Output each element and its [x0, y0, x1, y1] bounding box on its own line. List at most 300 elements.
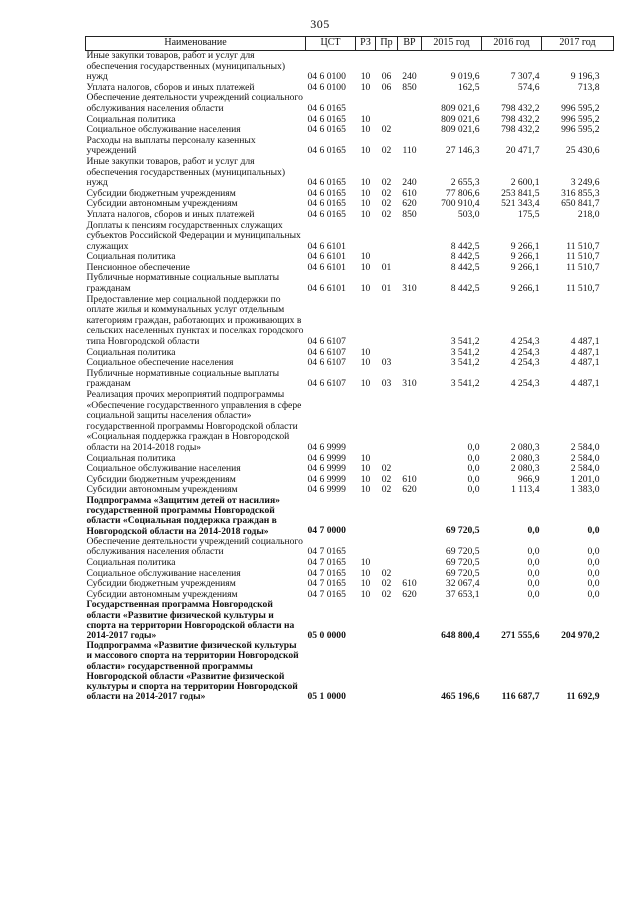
cell-2015: 0,0: [467, 463, 480, 475]
cell-rz: 10: [360, 588, 371, 600]
cell-rz: [356, 600, 376, 641]
cell-spacer: [602, 464, 614, 475]
cell-2016: 0,0: [527, 588, 540, 600]
cell-pr: [376, 537, 398, 558]
cell-vr: [398, 348, 422, 359]
cell-2016: 9 266,1: [510, 240, 540, 252]
cell-name: Подпрограмма «Защитим детей от насилия» государственной программы Новгородской области «Социальная поддержка граждан в Новгородской области на 2014-2018 годы»: [86, 494, 280, 537]
cell-name: Расходы на выплаты персоналу казенных учреждений: [86, 134, 256, 157]
cell-cst: 04 6 6101: [307, 261, 346, 273]
cell-vr: [398, 454, 422, 465]
cell-rz: 10: [360, 261, 371, 273]
cell-2016: 2 600,1: [510, 177, 540, 189]
cell-vr: 610: [402, 473, 417, 485]
cell-name: Предоставление мер социальной поддержки по оплате жилья и коммунальных услуг отдельным категориям граждан, работающих и проживающих в сельских населенных пунктах и поселках городского типа Новгородской области: [86, 293, 304, 348]
cell-2016: 7 307,4: [510, 71, 540, 83]
cell-name: Подпрограмма «Развитие физической культуры и массового спорта на территории Новгородской области» государственной программы Новгородской области «Развитие физической культуры и спорта на территории Новгородской области на 2014-2017 годы»: [86, 640, 299, 703]
cell-spacer: [602, 600, 614, 641]
table-row: [86, 496, 614, 537]
cell-2015: 0,0: [467, 441, 480, 453]
cell-pr: 02: [381, 124, 392, 136]
cell-2015: 69 720,5: [445, 546, 480, 558]
cell-2016: 798 432,2: [501, 102, 540, 114]
cell-name: Социальная политика: [86, 452, 176, 464]
cell-2017: 0,0: [587, 567, 600, 579]
cell-2017: 0,0: [587, 525, 600, 537]
cell-vr: 620: [402, 484, 417, 496]
cell-cst: 04 7 0165: [307, 546, 346, 558]
cell-cst: 04 6 0165: [307, 177, 346, 189]
cell-vr: 610: [402, 187, 417, 199]
cell-2016: 0,0: [527, 567, 540, 579]
cell-name: Социальное обслуживание населения: [86, 463, 241, 475]
cell-vr: 310: [402, 283, 417, 295]
cell-cst: 04 7 0165: [307, 578, 346, 590]
cell-vr: [398, 600, 422, 641]
cell-2017: 650 841,7: [561, 198, 600, 210]
cell-vr: [398, 93, 422, 114]
cell-2017: 0,0: [587, 546, 600, 558]
table-row: [86, 537, 614, 558]
cell-pr: [376, 295, 398, 348]
cell-2016: 798 432,2: [501, 124, 540, 136]
cell-pr: 06: [381, 71, 392, 83]
cell-rz: 10: [360, 124, 371, 136]
table-row: [86, 136, 614, 157]
cell-cst: 04 6 9999: [307, 452, 346, 464]
cell-vr: 110: [402, 145, 417, 157]
cell-2017: 2 584,0: [570, 463, 600, 475]
cell-2016: 0,0: [527, 546, 540, 558]
cell-pr: 01: [381, 283, 392, 295]
cell-2015: 8 442,5: [450, 283, 480, 295]
cell-name: Государственная программа Новгородской области «Развитие физической культуры и спорта на территории Новгородской области на 2014-2017 годы»: [86, 599, 295, 641]
cell-2016: 9 266,1: [510, 251, 540, 263]
cell-rz: 10: [360, 556, 371, 568]
cell-pr: 02: [381, 463, 392, 475]
cell-2015: 69 720,5: [445, 525, 480, 537]
cell-2017: 11 510,7: [566, 261, 600, 273]
cell-spacer: [602, 641, 614, 702]
cell-2015: 0,0: [467, 484, 480, 496]
cell-pr: 01: [381, 261, 392, 273]
cell-2015: 3 541,2: [450, 346, 480, 358]
cell-name: Субсидии автономным учреждениям: [86, 198, 238, 210]
cell-cst: 04 6 6107: [307, 336, 346, 348]
cell-2015: 8 442,5: [450, 251, 480, 263]
cell-2017: 0,0: [587, 556, 600, 568]
cell-name: Иные закупки товаров, работ и услуг для обеспечения государственных (муниципальных) нужд: [86, 50, 286, 83]
cell-name: Иные закупки товаров, работ и услуг для обеспечения государственных (муниципальных) нужд: [86, 155, 286, 189]
cell-rz: 10: [360, 378, 371, 390]
cell-vr: [398, 537, 422, 558]
cell-2017: 3 249,6: [570, 177, 600, 189]
cell-2016: 1 113,4: [511, 484, 540, 496]
cell-rz: [356, 93, 376, 114]
cell-spacer: [602, 485, 614, 496]
cell-spacer: [602, 358, 614, 369]
cell-2017: 996 595,2: [561, 124, 600, 136]
table-row: [86, 641, 614, 702]
cell-vr: [398, 295, 422, 348]
cell-name: Социальная политика: [86, 251, 176, 263]
cell-spacer: [602, 496, 614, 537]
cell-vr: [398, 221, 422, 253]
table-row: [86, 295, 614, 348]
cell-rz: 10: [360, 578, 371, 590]
cell-spacer: [602, 558, 614, 569]
cell-2017: 713,8: [577, 81, 600, 93]
cell-name: Социальная политика: [86, 556, 176, 568]
cell-2016: 4 254,3: [510, 378, 540, 390]
cell-pr: 02: [381, 484, 392, 496]
cell-2017: 316 855,3: [561, 187, 600, 199]
table-row: [86, 93, 614, 114]
cell-pr: 02: [381, 198, 392, 210]
cell-2016: 9 266,1: [510, 283, 540, 295]
header-vr: ВР: [398, 37, 422, 51]
header-2016: 2016 год: [482, 37, 542, 51]
cell-2015: 0,0: [467, 452, 480, 464]
cell-vr: [398, 358, 422, 369]
cell-cst: 04 6 6107: [307, 346, 346, 358]
cell-vr: [398, 496, 422, 537]
cell-vr: 240: [402, 71, 417, 83]
cell-cst: 04 6 9999: [307, 473, 346, 485]
cell-name: Субсидии бюджетным учреждениям: [86, 473, 236, 485]
cell-2015: 465 196,6: [441, 690, 480, 702]
cell-pr: 03: [381, 378, 392, 390]
cell-2016: 0,0: [527, 525, 540, 537]
cell-rz: 10: [360, 283, 371, 295]
cell-2016: 9 266,1: [510, 261, 540, 273]
cell-rz: 10: [360, 187, 371, 199]
cell-2017: 4 487,1: [570, 336, 600, 348]
cell-pr: [376, 390, 398, 454]
table-row: [86, 600, 614, 641]
cell-vr: [398, 115, 422, 126]
cell-vr: [398, 641, 422, 702]
cell-rz: 10: [360, 567, 371, 579]
cell-pr: 02: [381, 208, 392, 220]
cell-2017: 25 430,6: [565, 145, 600, 157]
cell-rz: [356, 221, 376, 253]
cell-spacer: [602, 125, 614, 136]
cell-2016: 271 555,6: [501, 629, 540, 641]
cell-spacer: [602, 263, 614, 274]
cell-cst: 04 7 0165: [307, 567, 346, 579]
cell-rz: 10: [360, 357, 371, 369]
cell-cst: 04 6 6107: [307, 378, 346, 390]
cell-pr: 02: [381, 473, 392, 485]
cell-spacer: [602, 475, 614, 486]
cell-spacer: [602, 115, 614, 126]
cell-2017: 4 487,1: [570, 357, 600, 369]
header-2017: 2017 год: [542, 37, 614, 51]
cell-name: Обеспечение деятельности учреждений социального обслуживания населения области: [86, 92, 303, 114]
cell-2015: 77 806,6: [445, 187, 480, 199]
cell-2017: 4 487,1: [570, 378, 600, 390]
cell-spacer: [602, 454, 614, 465]
header-rz: РЗ: [356, 37, 376, 51]
table-row: [86, 369, 614, 390]
header-name: Наименование: [86, 37, 306, 51]
cell-name: Субсидии бюджетным учреждениям: [86, 578, 236, 590]
cell-vr: 610: [402, 578, 417, 590]
cell-vr: 850: [402, 208, 417, 220]
cell-2015: 3 541,2: [450, 357, 480, 369]
cell-spacer: [602, 221, 614, 253]
cell-pr: 02: [381, 567, 392, 579]
cell-cst: 04 6 0100: [307, 71, 346, 83]
cell-cst: 04 6 0165: [307, 187, 346, 199]
cell-2016: 4 254,3: [510, 357, 540, 369]
cell-pr: 06: [381, 81, 392, 93]
cell-2015: 69 720,5: [445, 567, 480, 579]
cell-2016: 0,0: [527, 578, 540, 590]
cell-2017: 1 383,0: [570, 484, 600, 496]
cell-spacer: [602, 210, 614, 221]
header-cst: ЦСТ: [306, 37, 356, 51]
cell-cst: 04 6 6101: [307, 283, 346, 295]
cell-name: Субсидии автономным учреждениям: [86, 588, 238, 600]
cell-spacer: [602, 199, 614, 210]
cell-name: Уплата налогов, сборов и иных платежей: [86, 81, 255, 93]
cell-cst: 04 6 0165: [307, 102, 346, 114]
cell-pr: [376, 641, 398, 702]
cell-spacer: [602, 51, 614, 83]
cell-2015: 2 655,3: [450, 177, 480, 189]
cell-cst: 04 6 6107: [307, 357, 346, 369]
cell-name: Социальное обслуживание населения: [86, 124, 241, 136]
cell-pr: 02: [381, 578, 392, 590]
cell-pr: [376, 221, 398, 253]
page-number: 305: [310, 17, 330, 31]
cell-2015: 37 653,1: [445, 588, 480, 600]
cell-pr: 02: [381, 145, 392, 157]
cell-rz: 10: [360, 145, 371, 157]
cell-spacer: [602, 579, 614, 590]
cell-pr: [376, 496, 398, 537]
cell-rz: [356, 641, 376, 702]
cell-spacer: [602, 93, 614, 114]
cell-rz: 10: [360, 346, 371, 358]
cell-2016: 253 841,5: [501, 187, 540, 199]
cell-2015: 32 067,4: [445, 578, 480, 590]
cell-2015: 809 021,6: [441, 113, 480, 125]
cell-name: Реализация прочих мероприятий подпрограммы «Обеспечение государственного управления в сфере социальной защиты населения области» государственной программы Новгородской области «Социальная поддержка граждан в Новгородской области на 2014-2018 годы»: [86, 389, 302, 453]
cell-2017: 9 196,3: [570, 71, 600, 83]
cell-vr: 240: [402, 177, 417, 189]
cell-name: Публичные нормативные социальные выплаты гражданам: [86, 272, 280, 295]
cell-name: Обеспечение деятельности учреждений социального обслуживания населения области: [86, 535, 303, 558]
cell-2015: 8 442,5: [450, 240, 480, 252]
cell-vr: [398, 252, 422, 263]
cell-2016: 2 080,3: [510, 441, 540, 453]
cell-2017: 2 584,0: [570, 452, 600, 464]
cell-spacer: [602, 252, 614, 263]
cell-name: Социальная политика: [86, 346, 176, 358]
cell-2016: 0,0: [527, 556, 540, 568]
cell-cst: 04 6 6101: [307, 240, 346, 252]
cell-rz: 10: [360, 81, 371, 93]
cell-spacer: [602, 569, 614, 580]
cell-vr: [398, 390, 422, 454]
cell-rz: 10: [360, 473, 371, 485]
cell-2017: 11 692,9: [566, 690, 600, 702]
cell-pr: [376, 558, 398, 569]
cell-2015: 809 021,6: [441, 102, 480, 114]
table-row: [86, 273, 614, 294]
cell-name: Публичные нормативные социальные выплаты гражданам: [86, 367, 280, 390]
cell-2017: 218,0: [577, 208, 600, 220]
cell-2017: 4 487,1: [570, 346, 600, 358]
cell-2016: 116 687,7: [501, 690, 540, 702]
cell-name: Социальное обслуживание населения: [86, 567, 241, 579]
cell-pr: [376, 600, 398, 641]
cell-cst: 04 6 9999: [307, 463, 346, 475]
cell-vr: [398, 263, 422, 274]
cell-rz: 10: [360, 251, 371, 263]
cell-rz: 10: [360, 463, 371, 475]
cell-spacer: [602, 537, 614, 558]
table-row: [86, 390, 614, 454]
cell-2015: 0,0: [467, 473, 480, 485]
cell-rz: 10: [360, 208, 371, 220]
cell-2016: 175,5: [517, 208, 540, 220]
cell-2015: 8 442,5: [450, 261, 480, 273]
cell-spacer: [602, 348, 614, 359]
cell-2015: 3 541,2: [450, 378, 480, 390]
cell-rz: 10: [360, 484, 371, 496]
cell-spacer: [602, 273, 614, 294]
cell-cst: 04 6 6101: [307, 251, 346, 263]
cell-name: Уплата налогов, сборов и иных платежей: [86, 208, 255, 220]
cell-rz: [356, 390, 376, 454]
cell-pr: 02: [381, 177, 392, 189]
cell-2016: 966,9: [517, 473, 540, 485]
cell-2015: 3 541,2: [450, 336, 480, 348]
cell-pr: [376, 93, 398, 114]
cell-rz: 10: [360, 198, 371, 210]
cell-2017: 11 510,7: [566, 251, 600, 263]
cell-cst: 04 6 0165: [307, 145, 346, 157]
cell-name: Социальное обеспечение населения: [86, 357, 234, 369]
cell-cst: 05 1 0000: [307, 690, 346, 702]
cell-cst: 04 6 9999: [307, 441, 346, 453]
cell-spacer: [602, 590, 614, 601]
cell-2016: 2 080,3: [510, 463, 540, 475]
cell-name: Субсидии бюджетным учреждениям: [86, 187, 236, 199]
cell-spacer: [602, 390, 614, 454]
table-row: [86, 157, 614, 189]
cell-cst: 05 0 0000: [307, 629, 346, 641]
cell-pr: 02: [381, 588, 392, 600]
cell-spacer: [602, 369, 614, 390]
cell-rz: [356, 496, 376, 537]
cell-2016: 521 343,4: [501, 198, 540, 210]
cell-2017: 2 584,0: [570, 441, 600, 453]
cell-2016: 4 254,3: [510, 346, 540, 358]
cell-name: Социальная политика: [86, 113, 176, 125]
table-row: [86, 558, 614, 569]
cell-name: Доплаты к пенсиям государственных служащих субъектов Российской Федерации и муниципальных служащих: [86, 219, 301, 252]
cell-spacer: [602, 83, 614, 94]
header-pr: Пр: [376, 37, 398, 51]
cell-pr: 02: [381, 187, 392, 199]
cell-rz: 10: [360, 177, 371, 189]
cell-2017: 996 595,2: [561, 113, 600, 125]
cell-2015: 503,0: [457, 208, 480, 220]
cell-2015: 69 720,5: [445, 556, 480, 568]
cell-cst: 04 6 0165: [307, 198, 346, 210]
cell-2016: 20 471,7: [505, 145, 540, 157]
header-2015: 2015 год: [422, 37, 482, 51]
cell-name: Субсидии автономным учреждениям: [86, 484, 238, 496]
table-body: [86, 51, 614, 703]
cell-rz: [356, 537, 376, 558]
cell-2016: 574,6: [517, 81, 540, 93]
cell-rz: [356, 295, 376, 348]
cell-2017: 1 201,0: [570, 473, 600, 485]
cell-cst: 04 6 0165: [307, 124, 346, 136]
cell-2015: 9 019,6: [450, 71, 480, 83]
cell-vr: 310: [402, 378, 417, 390]
cell-rz: 10: [360, 452, 371, 464]
cell-2015: 809 021,6: [441, 124, 480, 136]
cell-2015: 162,5: [457, 81, 480, 93]
cell-cst: 04 6 9999: [307, 484, 346, 496]
cell-2017: 0,0: [587, 578, 600, 590]
cell-2016: 2 080,3: [510, 452, 540, 464]
cell-2015: 700 910,4: [441, 198, 480, 210]
cell-vr: 620: [402, 588, 417, 600]
cell-2015: 648 800,4: [441, 629, 480, 641]
cell-vr: 850: [402, 81, 417, 93]
cell-vr: 620: [402, 198, 417, 210]
table-row: [86, 221, 614, 253]
cell-rz: 10: [360, 71, 371, 83]
cell-2017: 11 510,7: [566, 240, 600, 252]
table-row: [86, 51, 614, 83]
cell-2016: 4 254,3: [510, 336, 540, 348]
cell-vr: [398, 558, 422, 569]
cell-spacer: [602, 189, 614, 200]
cell-spacer: [602, 295, 614, 348]
budget-table: [85, 36, 614, 702]
cell-2015: 27 146,3: [445, 145, 480, 157]
cell-2017: 996 595,2: [561, 102, 600, 114]
table-row: [86, 210, 614, 221]
cell-vr: [398, 125, 422, 136]
cell-2017: 0,0: [587, 588, 600, 600]
cell-cst: 04 6 0100: [307, 81, 346, 93]
cell-name: Пенсионное обеспечение: [86, 261, 190, 273]
cell-spacer: [602, 136, 614, 157]
cell-cst: 04 6 0165: [307, 208, 346, 220]
cell-2017: 204 970,2: [561, 629, 600, 641]
cell-spacer: [602, 157, 614, 189]
cell-cst: 04 6 0165: [307, 113, 346, 125]
cell-pr: 03: [381, 357, 392, 369]
cell-cst: 04 7 0165: [307, 556, 346, 568]
table-header-row: [86, 37, 614, 51]
cell-2017: 11 510,7: [566, 283, 600, 295]
cell-rz: 10: [360, 113, 371, 125]
cell-cst: 04 7 0000: [307, 525, 346, 537]
cell-cst: 04 7 0165: [307, 588, 346, 600]
cell-2016: 798 432,2: [501, 113, 540, 125]
